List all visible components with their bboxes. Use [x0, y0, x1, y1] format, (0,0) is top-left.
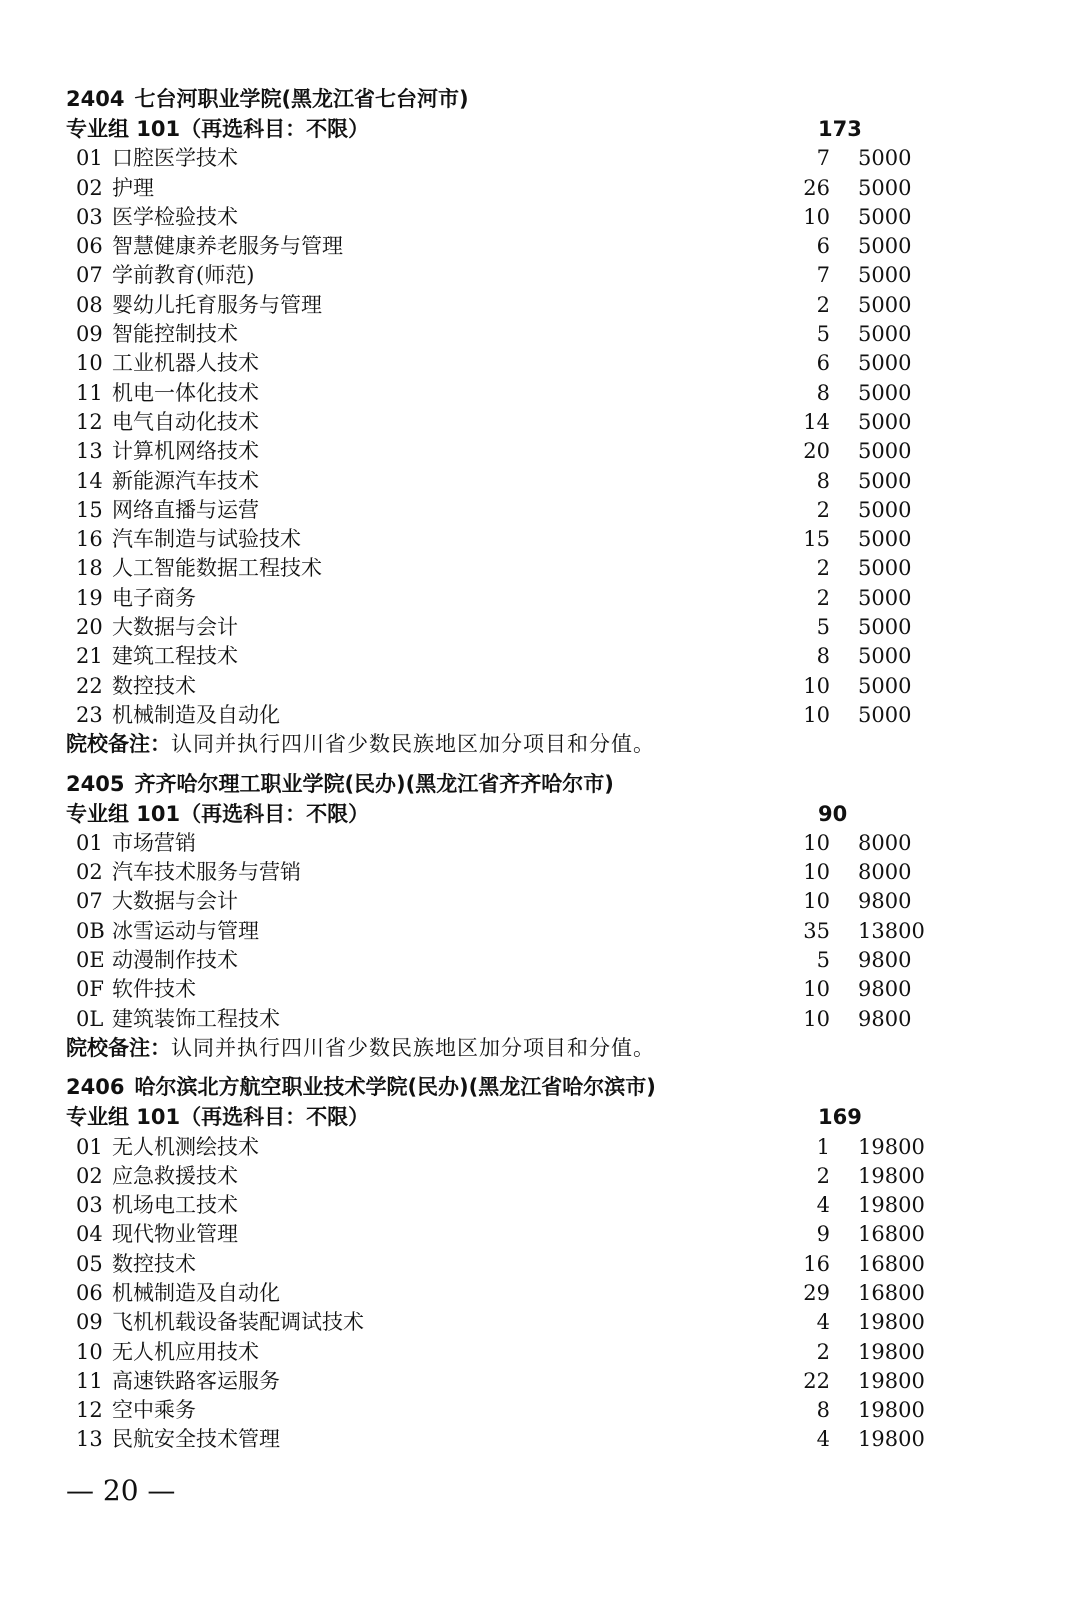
major-row	[66, 1250, 966, 1279]
major-plan: 10	[803, 860, 830, 885]
major-fee: 5000	[858, 439, 912, 464]
major-name: 大数据与会计	[112, 615, 238, 640]
major-row	[66, 349, 966, 378]
major-row	[66, 829, 966, 858]
major-row	[66, 554, 966, 583]
major-fee: 5000	[858, 175, 912, 200]
major-plan: 16	[803, 1251, 830, 1276]
major-fee: 5000	[858, 146, 912, 171]
major-code: 01	[76, 830, 103, 855]
major-code: 02	[76, 175, 103, 200]
major-plan: 6	[816, 234, 830, 259]
major-row	[66, 975, 966, 1004]
major-fee: 16800	[858, 1222, 925, 1247]
group-label: 专业组 101（再选科目：不限）	[66, 117, 370, 141]
major-code: 06	[76, 1280, 103, 1305]
major-plan: 10	[803, 673, 830, 698]
major-plan: 7	[816, 263, 830, 288]
school-note	[66, 730, 966, 759]
major-plan: 4	[816, 1427, 830, 1452]
major-row	[66, 1308, 966, 1337]
major-row	[66, 584, 966, 613]
major-plan: 6	[816, 351, 830, 376]
major-name: 冰雪运动与管理	[112, 918, 259, 943]
major-plan: 4	[816, 1310, 830, 1335]
major-code: 09	[76, 1310, 103, 1335]
major-fee: 5000	[858, 204, 912, 229]
major-row	[66, 174, 966, 203]
major-fee: 19800	[858, 1310, 925, 1335]
major-row	[66, 144, 966, 173]
major-row	[66, 1338, 966, 1367]
major-code: 01	[76, 1134, 103, 1159]
major-code: 03	[76, 1193, 103, 1218]
major-row	[66, 291, 966, 320]
major-plan: 22	[803, 1368, 830, 1393]
major-plan: 7	[816, 146, 830, 171]
major-code: 0B	[76, 918, 105, 943]
major-code: 03	[76, 204, 103, 229]
major-plan: 10	[803, 977, 830, 1002]
major-name: 智慧健康养老服务与管理	[112, 234, 343, 259]
major-fee: 5000	[858, 234, 912, 259]
major-name: 市场营销	[112, 830, 196, 855]
major-row	[66, 467, 966, 496]
major-row	[66, 437, 966, 466]
major-fee: 5000	[858, 527, 912, 552]
major-code: 13	[76, 1427, 103, 1452]
major-fee: 5000	[858, 292, 912, 317]
major-name: 无人机应用技术	[112, 1339, 259, 1364]
major-plan: 5	[816, 615, 830, 640]
school-code: 2405	[66, 771, 125, 796]
major-fee: 5000	[858, 322, 912, 347]
major-code: 0E	[76, 948, 105, 973]
major-plan: 5	[816, 948, 830, 973]
school-name: 七台河职业学院(黑龙江省七台河市)	[134, 87, 469, 111]
major-name: 机械制造及自动化	[112, 702, 280, 727]
major-fee: 5000	[858, 409, 912, 434]
major-plan: 8	[816, 644, 830, 669]
major-row	[66, 887, 966, 916]
major-group-header	[66, 800, 966, 829]
major-row	[66, 1162, 966, 1191]
major-code: 11	[76, 1368, 103, 1393]
major-group-header	[66, 1103, 966, 1132]
major-name: 机械制造及自动化	[112, 1280, 280, 1305]
note-label: 院校备注：	[66, 732, 171, 757]
major-name: 工业机器人技术	[112, 351, 259, 376]
major-name: 医学检验技术	[112, 204, 238, 229]
school-block	[66, 84, 966, 760]
major-fee: 8000	[858, 830, 912, 855]
major-fee: 8000	[858, 860, 912, 885]
major-name: 新能源汽车技术	[112, 468, 259, 493]
major-code: 14	[76, 468, 103, 493]
major-name: 应急救援技术	[112, 1163, 238, 1188]
school-code: 2404	[66, 87, 125, 111]
major-plan: 10	[803, 830, 830, 855]
major-name: 建筑工程技术	[112, 644, 238, 669]
major-plan: 20	[803, 439, 830, 464]
major-code: 02	[76, 860, 103, 885]
major-plan: 2	[816, 556, 830, 581]
major-code: 06	[76, 234, 103, 259]
major-code: 12	[76, 1398, 103, 1423]
major-fee: 9800	[858, 948, 912, 973]
major-fee: 19800	[858, 1193, 925, 1218]
major-fee: 19800	[858, 1339, 925, 1364]
major-code: 10	[76, 1339, 103, 1364]
major-name: 现代物业管理	[112, 1222, 238, 1247]
major-row	[66, 672, 966, 701]
major-code: 08	[76, 292, 103, 317]
school-header	[66, 84, 966, 115]
major-fee: 5000	[858, 556, 912, 581]
major-fee: 16800	[858, 1280, 925, 1305]
major-fee: 5000	[858, 263, 912, 288]
major-row	[66, 1367, 966, 1396]
group-label: 专业组 101（再选科目：不限）	[66, 1105, 370, 1130]
major-plan: 2	[816, 585, 830, 610]
note-text: 认同并执行四川省少数民族地区加分项目和分值。	[171, 1035, 655, 1060]
major-code: 0F	[76, 977, 104, 1002]
major-name: 学前教育(师范)	[112, 263, 255, 288]
major-fee: 5000	[858, 468, 912, 493]
major-name: 网络直播与运营	[112, 497, 259, 522]
major-code: 22	[76, 673, 103, 698]
major-name: 飞机机载设备装配调试技术	[112, 1310, 364, 1335]
major-plan: 2	[816, 1339, 830, 1364]
document-body	[66, 84, 966, 1455]
major-plan: 9	[816, 1222, 830, 1247]
school-name: 哈尔滨北方航空职业技术学院(民办)(黑龙江省哈尔滨市)	[134, 1075, 656, 1100]
major-fee: 5000	[858, 380, 912, 405]
major-name: 民航安全技术管理	[112, 1427, 280, 1452]
major-plan: 5	[816, 322, 830, 347]
section-gap	[66, 1063, 966, 1072]
major-row	[66, 1279, 966, 1308]
major-name: 大数据与会计	[112, 889, 238, 914]
major-name: 护理	[112, 175, 154, 200]
major-fee: 19800	[858, 1368, 925, 1393]
major-name: 软件技术	[112, 977, 196, 1002]
major-name: 婴幼儿托育服务与管理	[112, 292, 322, 317]
major-fee: 5000	[858, 497, 912, 522]
major-name: 建筑装饰工程技术	[112, 1006, 280, 1031]
group-total: 173	[818, 117, 862, 141]
major-name: 汽车制造与试验技术	[112, 527, 301, 552]
major-code: 05	[76, 1251, 103, 1276]
major-plan: 1	[816, 1134, 830, 1159]
note-label: 院校备注：	[66, 1035, 171, 1060]
major-row	[66, 1133, 966, 1162]
major-plan: 15	[803, 527, 830, 552]
major-row	[66, 946, 966, 975]
major-code: 0L	[76, 1006, 104, 1031]
major-fee: 5000	[858, 702, 912, 727]
major-name: 人工智能数据工程技术	[112, 556, 322, 581]
major-fee: 19800	[858, 1134, 925, 1159]
major-fee: 5000	[858, 615, 912, 640]
major-code: 19	[76, 585, 103, 610]
major-code: 16	[76, 527, 103, 552]
major-plan: 10	[803, 1006, 830, 1031]
group-total: 169	[818, 1105, 862, 1130]
major-row	[66, 320, 966, 349]
major-row	[66, 613, 966, 642]
major-fee: 9800	[858, 977, 912, 1002]
major-plan: 26	[803, 175, 830, 200]
major-name: 高速铁路客运服务	[112, 1368, 280, 1393]
major-row	[66, 1425, 966, 1454]
major-group-header	[66, 115, 966, 144]
major-fee: 5000	[858, 644, 912, 669]
major-code: 07	[76, 889, 103, 914]
major-plan: 35	[803, 918, 830, 943]
group-label: 专业组 101（再选科目：不限）	[66, 801, 370, 826]
major-code: 07	[76, 263, 103, 288]
major-fee: 9800	[858, 1006, 912, 1031]
major-code: 18	[76, 556, 103, 581]
major-row	[66, 917, 966, 946]
major-name: 无人机测绘技术	[112, 1134, 259, 1159]
major-code: 04	[76, 1222, 103, 1247]
major-row	[66, 642, 966, 671]
major-name: 数控技术	[112, 1251, 196, 1276]
page-number: — 20 —	[66, 1474, 176, 1507]
major-fee: 5000	[858, 351, 912, 376]
school-code: 2406	[66, 1075, 125, 1100]
school-block	[66, 760, 966, 1064]
major-row	[66, 379, 966, 408]
school-block	[66, 1063, 966, 1455]
school-name: 齐齐哈尔理工职业学院(民办)(黑龙江省齐齐哈尔市)	[134, 771, 614, 796]
school-header	[66, 1072, 966, 1103]
major-name: 机场电工技术	[112, 1193, 238, 1218]
major-plan: 10	[803, 889, 830, 914]
major-name: 动漫制作技术	[112, 948, 238, 973]
major-code: 01	[76, 146, 103, 171]
major-plan: 8	[816, 1398, 830, 1423]
major-name: 口腔医学技术	[112, 146, 238, 171]
major-fee: 13800	[858, 918, 925, 943]
major-code: 02	[76, 1163, 103, 1188]
major-row	[66, 1005, 966, 1034]
major-code: 15	[76, 497, 103, 522]
note-text: 认同并执行四川省少数民族地区加分项目和分值。	[171, 732, 655, 757]
major-plan: 10	[803, 702, 830, 727]
major-fee: 5000	[858, 673, 912, 698]
major-plan: 29	[803, 1280, 830, 1305]
major-code: 11	[76, 380, 103, 405]
school-header	[66, 769, 966, 800]
major-name: 智能控制技术	[112, 322, 238, 347]
major-name: 数控技术	[112, 673, 196, 698]
major-name: 汽车技术服务与营销	[112, 860, 301, 885]
major-plan: 14	[803, 409, 830, 434]
major-row	[66, 203, 966, 232]
major-name: 电子商务	[112, 585, 196, 610]
school-note	[66, 1034, 966, 1063]
major-row	[66, 1220, 966, 1249]
major-row	[66, 261, 966, 290]
major-code: 12	[76, 409, 103, 434]
major-fee: 5000	[858, 585, 912, 610]
major-plan: 2	[816, 497, 830, 522]
major-code: 21	[76, 644, 103, 669]
major-row	[66, 701, 966, 730]
major-code: 10	[76, 351, 103, 376]
major-code: 13	[76, 439, 103, 464]
major-plan: 8	[816, 380, 830, 405]
major-row	[66, 1396, 966, 1425]
major-name: 计算机网络技术	[112, 439, 259, 464]
major-row	[66, 858, 966, 887]
group-total: 90	[818, 801, 848, 826]
major-fee: 16800	[858, 1251, 925, 1276]
major-code: 09	[76, 322, 103, 347]
major-code: 20	[76, 615, 103, 640]
major-plan: 8	[816, 468, 830, 493]
major-fee: 19800	[858, 1427, 925, 1452]
major-row	[66, 232, 966, 261]
major-name: 机电一体化技术	[112, 380, 259, 405]
major-fee: 9800	[858, 889, 912, 914]
major-row	[66, 525, 966, 554]
major-fee: 19800	[858, 1163, 925, 1188]
major-name: 空中乘务	[112, 1398, 196, 1423]
major-plan: 4	[816, 1193, 830, 1218]
major-row	[66, 1191, 966, 1220]
major-fee: 19800	[858, 1398, 925, 1423]
major-row	[66, 496, 966, 525]
major-code: 23	[76, 702, 103, 727]
major-plan: 10	[803, 204, 830, 229]
major-plan: 2	[816, 1163, 830, 1188]
major-row	[66, 408, 966, 437]
section-gap	[66, 760, 966, 769]
major-plan: 2	[816, 292, 830, 317]
major-name: 电气自动化技术	[112, 409, 259, 434]
